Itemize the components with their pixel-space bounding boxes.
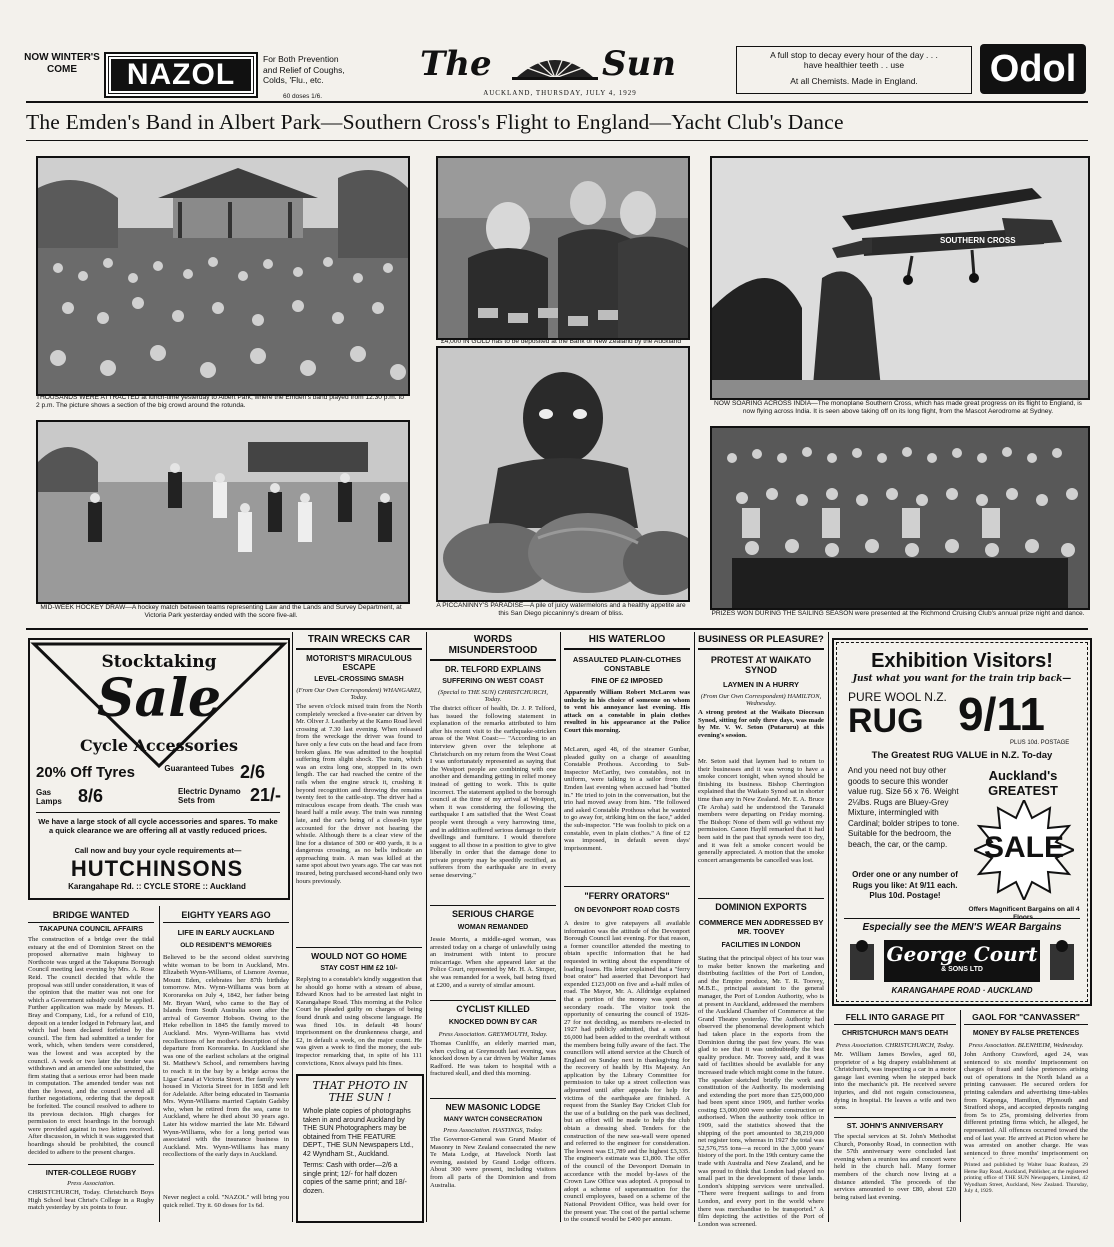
prizes-image xyxy=(712,428,1088,608)
dominion-subhead-1: COMMERCE MEN ADDRESSED BY MR. TOOVEY xyxy=(698,918,824,936)
nazol-copy: For Both Prevention and Relief of Coughs, Colds, 'Flu., etc. xyxy=(263,54,345,85)
serious-body: Jessie Morris, a middle-aged woman, was arrested today on a charge of unlawfully using an instrument with intent to procure miscarriage. When she appeared later at the Police Court, represented by Mr. H. A. Simper, she was remanded for a week, bail being fixed at £200, and a surety of similar amount. xyxy=(430,936,556,989)
plane-image xyxy=(712,158,1088,398)
business-subhead-2: LAYMEN IN A HURRY xyxy=(723,680,799,689)
eighty-subhead-2: OLD RESIDENT'S MEMORIES xyxy=(180,942,272,949)
garage-body: Mr. William James Bowles, aged 60, proprietor of a big drapery establishment at Christchurch, was inspecting a car in a motor garage last evening when he stepped back into the mechanic's pit. He received severe injuries, and did not regain consciousness, dying in hospital. He leaves a wife and two sons. xyxy=(834,1051,956,1112)
train-subhead-2: LEVEL-CROSSING SMASH xyxy=(314,676,404,683)
home-body: Replying to a constable's kindly suggestion that he should go home with a stream of abuse, Edward Knox had to be arrested last night in Karangahape Road. This morning at the Police Court he pleaded guilty on charges of being found drunk and using obscene language. He was fined 10s. in default 48 hours' imprisonment on the drunkenness charge, and £2, in default a week, on the major count. He was given a week to find the money, the sub-inspector remarking that, in spite of his 111 convictions, Knox always paid his fines. xyxy=(296,976,422,1067)
column-rule xyxy=(960,1010,961,1222)
gold-image xyxy=(438,158,688,338)
george-court-sons: & SONS LTD xyxy=(941,966,983,973)
hockey-image xyxy=(38,422,408,602)
headline-rule xyxy=(26,140,1088,141)
photo-hockey xyxy=(36,420,410,604)
page-headline: The Emden's Band in Albert Park—Southern Cross's Flight to England—Yacht Club's Dance xyxy=(26,110,844,134)
greatest-label: Auckland's GREATEST xyxy=(988,768,1058,798)
caption-gold: £4,000 IN GOLD has to be deposited at the Bank of New Zealand by the Auckland xyxy=(440,338,682,345)
train-body: The seven o'clock mixed train from the North completely wrecked a five-seater car driven by Mr. Oliver J. Leatherby at the Kamo Road level crossing at 7.30 last evening. When released from the wreckage the driver was found to have only a few cuts on the head and face from broken glass. He was admitted to the hospital suffering from slight shock. The train, which was an extra long one, stopped in its own length. The car had reached the centre of the rails when the engine struck it, crushing it beyond recognition and throwing the remains twenty feet to the cattle-stop. The driver had a miraculous escape from death. The crash was heard half a mile away. The train was running late, and the car's being of a closed-in type accounted for the driver not hearing the whistle. Although there is a clear view of the line for a distance of 300 or 400 yards, it is a dangerous crossing, as no bells indicate an approaching train. A man was killed at the same spot about two years ago. The car was not insured, being purchased second-hand only two hours previously. xyxy=(296,703,422,885)
hutchinsons-call: Call now and buy your cycle requirements at— xyxy=(74,846,242,855)
business-credit: (From Our Own Correspondent) HAMILTON, Wednesday. xyxy=(700,693,822,707)
gaol-body: John Anthony Crawford, aged 24, was sentenced to six months' imprisonment on charges of fraud and false pretences arising out of operations in the North Island as a printing canvasser. He secured orders for printing calendars and advertising time-tables from Kaponga, Hamilton, Plymouth and Stratford shops, and accepted deposits ranging from 5s to 25s, promising deliveries from different printing firms which, he alleged, he represented. All offences occurred toward the end of last year. He arrived at Picton where he was arrested on another charge. He was sentenced to three months' imprisonment on xyxy=(964,1051,1088,1157)
rugby-credit: Press Association. xyxy=(67,1180,115,1187)
serious-subhead: WOMAN REMANDED xyxy=(457,924,529,931)
home-headline: WOULD NOT GO HOME xyxy=(311,951,407,961)
rug-description: And you need not buy other goods to secure this wonder value rug. Size 56 x 76. Weight 2¼lbs. Rugs are Bluey-Grey Mixture, intermingled with Cardinal; bolder stripes to tone. Suitable for the bedroom, the beach, the car, or the camp. xyxy=(848,766,960,849)
odol-logo: Odol xyxy=(980,44,1086,94)
price-dynamo-label: Electric Dynamo Sets from xyxy=(178,787,241,805)
bridge-body: The construction of a bridge over the tidal estuary at the end of Dominion Street on the proposed alternative main highway to Northcote was urged at the Takapuna Borough Council meeting last evening by Mrs. A. Rose Reid. The council decided that while the proposal was still under consideration, it was of the opinion that the matter was not one for which a Government subsidy could be applied. Further application was made by Messrs. H. Bray and Company, Ltd., for a refund of £10, deposit on a tender lodged in February last, and which had been declared forfeited by the council. The firm had submitted a tender for work, which, when tenders were considered, was the lowest and was accepted by the council. A week or two later the tender was withdrawn and an amended one substituted, the firm stating that a serious error had been made in computation. The amended tender was not then the lowest, and the council severed all further negotiations, ordering that the deposit be forfeited. The council resolved to adhere to its previous decision. High charges for permission to erect hoardings in the borough were provided against in two letters received. After discussion, in which it was suggested that hoardings should be prohibited, the council decided to adhere to the present charges. xyxy=(28,936,154,1156)
waterloo-subhead-1: ASSAULTED PLAIN-CLOTHES CONSTABLE xyxy=(572,655,682,673)
column-rule xyxy=(560,632,561,1222)
article-gaol xyxy=(964,1012,1088,1206)
dominion-headline: DOMINION EXPORTS xyxy=(715,902,807,912)
odol-line2: have healthier teeth . . use xyxy=(803,60,905,70)
sale-starburst-text: SALE xyxy=(983,831,1064,864)
photo-piccaninny xyxy=(436,346,690,602)
stocktaking-title: Stocktaking xyxy=(101,652,217,672)
article-waterloo xyxy=(564,634,690,1228)
rug-order: Order one or any number of Rugs you like: At 9/11 each. Plus 10d. Postage! xyxy=(852,870,958,900)
words-credit: (Special to THE SUN) CHRISTCHURCH, Today. xyxy=(438,689,548,703)
dateline: AUCKLAND, THURSDAY, JULY 4, 1929 xyxy=(483,89,637,97)
business-lead: A strong protest at the Waikato Diocesan Synod, sitting for only three days, was made by Mr. V. W. Seton (Putaruru) at this evening's session. xyxy=(698,709,824,739)
waterloo-subhead-2: FINE OF £2 IMPOSED xyxy=(591,678,663,685)
george-court-brand: George Court xyxy=(886,942,1038,966)
article-train xyxy=(296,634,422,1086)
odol-ad xyxy=(736,46,972,94)
sale-title: Sale xyxy=(96,668,222,729)
masonic-headline: NEW MASONIC LODGE xyxy=(445,1102,541,1112)
bridge-subhead: TAKAPUNA COUNCIL AFFAIRS xyxy=(39,926,143,933)
band-crowd-image xyxy=(38,158,408,394)
hutchinsons-body: We have a large stock of all cycle accessories and spares. To make a quick clearance we are offering all at vastly reduced prices. xyxy=(38,817,278,835)
waterloo-body: McLaren, aged 48, of the steamer Gunbar, pleaded guilty on a charge of assaulting Constable Prothous. According to Sub-Inspector McCarthy, two constables, not in uniform, were talking to a sailor from the Emden last evening when accused had "butted in." He tried to join in the conversation, but the trio had moved away from him. "He followed and asked Constable Prothous what he wanted to go away for, striking him on the face," added the sub-inspector. "He was foolish to pick on a constable, even in plain clothes." A fine of £2 was imposed, in default seven days' imprisonment. xyxy=(564,746,690,852)
words-subhead-2: SUFFERING ON WEST COAST xyxy=(442,678,544,685)
caption-band: THOUSANDS WERE ATTRACTED at lunch-time yesterday to Albert Park, where the Emden's band played from 12.30 p.m. to 2 p.m. The picture shows a section of the big crowd around the rotunda. xyxy=(36,394,404,409)
article-bridge xyxy=(28,910,154,1229)
caption-piccaninny: A PICCANINNY'S PARADISE—A pile of juicy watermelons and a healthy appetite are this San Diego piccaninny's dream of bliss. xyxy=(436,602,686,617)
odol-line3: At all Chemists. Made in England. xyxy=(790,76,918,86)
photos-bottom-rule xyxy=(26,628,1088,630)
title-the: The xyxy=(420,44,492,84)
eighty-body: Believed to be the second oldest surviving white woman to be born in Auckland, Mrs. Elizabeth Wynn-Williams, of Lismore Avenue, Mount Eden, celebrates her 87th birthday tomorrow. Mrs. Wynn-Williams was born at Kororareka on July 4, 1842, her father being Mr. Bryan Ward, who came to the Bay of Islands from South Australia soon after the arrival of Governor Hobson. Owing to the Heke rebellion in 1845 the family moved to Auckland. Mrs. Wynn-Williams has vivid recollections of her mother's description of the departure from Kororareka. In Auckland she was one of the earliest scholars at the original St. Matthew's School, and remembers having to reach it in the bay by a bridge across the Ligar Canal at Victoria Street. Her family were housed in Victoria Street for in 1858 and left for Adelaide. After being educated in Tasmania Mrs. Wynn-Williams married Captain Gadsby who, when he retired from the sea, came to Auckland, where he died about 30 years ago. Later his widow married the late Mr. Edward Wynn-Williams, who for a long period was associated with the insurance business in Auckland. Mrs. Wynn-Williams has many recollections of the early days in Auckland. xyxy=(163,954,289,1159)
column-rule xyxy=(828,632,829,1222)
bridge-headline: BRIDGE WANTED xyxy=(28,910,154,923)
column-rule xyxy=(426,632,427,1222)
photo-notice-title: THAT PHOTO IN THE SUN ! xyxy=(312,1079,408,1104)
words-headline: WORDS MISUNDERSTOOD xyxy=(430,634,556,661)
column-rule xyxy=(292,632,293,1222)
price-lamps-label: Gas Lamps xyxy=(36,788,62,806)
caption-plane: NOW SOARING ACROSS INDIA—The monoplane Southern Cross, which has made great progress on its flight to England, is now flying across India. It is seen above taking off on its long flight, from the Mascot Aerodrome at Sydney. xyxy=(714,400,1082,415)
piccaninny-image xyxy=(438,348,688,600)
price-dynamo: 21/- xyxy=(250,785,282,805)
price-tubes: 2/6 xyxy=(240,762,266,782)
photo-band-crowd xyxy=(36,156,410,396)
odol-line1: A full stop to decay every hour of the day . . . xyxy=(770,50,938,60)
exhibition-tag: Just what you want for the train trip back— xyxy=(852,674,1072,684)
rugby-body: CHRISTCHURCH, Today. Christchurch Boys High School beat Christ's College in a Rugby match yesterday by six points to four. xyxy=(28,1189,154,1212)
article-words xyxy=(430,634,556,1198)
article-business xyxy=(698,634,824,1247)
cyclist-headline: CYCLIST KILLED xyxy=(456,1004,530,1014)
gaol-credit: Press Association. BLENHEIM, Wednesday. xyxy=(968,1042,1084,1049)
article-eighty-years xyxy=(163,910,289,1214)
column-rule xyxy=(694,632,695,1222)
imprint: Printed and published by Walter Isaac Rushton, 29 Herne Bay Road, Auckland, Publisher, at the registered printing office of THE SUN Newspapers, Limited, 42 Wyndham Street, Auckland, New Zealand. Thursday, July 4, 1929. xyxy=(964,1162,1088,1195)
hutchinsons-name: HUTCHINSONS xyxy=(70,856,244,881)
cyclist-body: Thomas Cunliffe, an elderly married man, when cycling at Greymouth last evening, was knocked down by a car driven by Walter James Radford. He was taken to hospital with a fractured skull, and died this morning. xyxy=(430,1040,556,1078)
words-subhead-1: DR. TELFORD EXPLAINS xyxy=(444,665,541,674)
orators-headline: "FERRY ORATORS" xyxy=(584,891,670,901)
rug-word: RUG xyxy=(848,702,924,740)
rug-line: PURE WOOL N.Z. xyxy=(848,690,947,704)
dominion-body: Stating that the principal object of his tour was to make better known the marketing and distributing facilities of the Port of London, and the Empire produce, Mr. T. R. Toovey, M.B.E., principal assistant to the general manager, the Port of London Authority, who is at present in Auckland, addressed the members of the Auckland Chamber of Commerce at the Grand Theatre yesterday. The Authority had observed the phenomenal development which had taken place in the exports from the Dominion during the past few years. He was glad to see that it was undoubtedly the best quality produce. Mr. Toovey said, and it was said of facilities should be available for any increased trade which might come in the future. The speaker sketched briefly the work and constitution of the Authority. Its modernising and extending the port more than £25,000,000 had been spent since 1909, and further works costing £3,000,000 were under construction or authorised. When the authority took office in 1909, said the statistics showed that the shipping of the port amounted to 38,219,000 net register tons, whereas in 1927 the total was 52,576,755 tons—a record in the 3,000 years' history of the port. In the 19th century came the trade with Australia and New Zealand, and he was proud to think that London had played no small part in the development of these lands. London's shipping services were unrivalled. "There were frequent sailings to and from London, and every port in the world where there was merchandise to be transported." A film depicting the activities of the Port of London was screened. xyxy=(698,955,824,1228)
waterloo-headline: HIS WATERLOO xyxy=(564,634,690,650)
exhibition-title: Exhibition Visitors! xyxy=(871,650,1053,672)
garage-subhead: CHRISTCHURCH MAN'S DEATH xyxy=(841,1030,949,1037)
train-headline: TRAIN WRECKS CAR xyxy=(296,634,422,650)
cyclist-subhead: KNOCKED DOWN BY CAR xyxy=(448,1019,538,1026)
train-credit: (From Our Own Correspondent) WHANGAREI, Today. xyxy=(296,687,422,701)
sun-emblem-icon xyxy=(512,48,598,82)
price-lamps: 8/6 xyxy=(78,786,104,806)
plane-fuselage-label: SOUTHERN CROSS xyxy=(940,236,1016,245)
rug-value: The Greatest RUG VALUE in N.Z. To-day xyxy=(871,750,1053,761)
garage-credit: Press Association. CHRISTCHURCH, Today. xyxy=(835,1042,955,1049)
business-body: Mr. Seton said that laymen had to return to their businesses and it was wrong to have a smoke concert tonight, when synod should be finishing its business. Bishop Cherrington explained that the Waikato Synod sat in shorter time than any in New Zealand. Mr. E. A. Bruce (Te Aroha) said he understood the Taranaki members were departing on Friday morning. The Bishop: None of them will go without my permission. Canon Haylil remarked that it had been said in the past that synods were too dry, and it was felt a smoke concert would be generally appreciated. A motion that the smoke concert arrangements be cancelled was lost. xyxy=(698,758,824,864)
business-headline: BUSINESS OR PLEASURE? xyxy=(698,634,824,650)
nazol-logo-box xyxy=(104,52,258,98)
train-subhead-1: MOTORIST'S MIRACULOUS ESCAPE xyxy=(306,654,412,672)
rug-postage: PLUS 10d. POSTAGE xyxy=(1010,740,1070,746)
stjohns-headline: ST. JOHN'S ANNIVERSARY xyxy=(846,1121,944,1130)
photo-gold xyxy=(436,156,690,340)
gaol-subhead: MONEY BY FALSE PRETENCES xyxy=(972,1030,1080,1037)
nazol-tagline: NOW WINTER'S COME xyxy=(24,52,100,75)
title-sun: Sun xyxy=(602,44,676,84)
masonic-subhead: MANY WATCH CONSECRATION xyxy=(443,1116,543,1123)
hutchinsons-ad xyxy=(28,638,290,900)
gaol-headline: GAOL FOR "CANVASSER" xyxy=(964,1012,1088,1025)
article-garage xyxy=(834,1012,956,1201)
mens-wear-note: Especially see the MEN'S WEAR Bargains xyxy=(862,922,1062,933)
dominion-subhead-2: FACILITIES IN LONDON xyxy=(721,942,801,949)
photo-notice-body: Whole plate copies of photographs taken in and around Auckland by THE SUN Photographers may be obtained from THE FEATURE DEPT., THE SUN Newspapers Ltd., 42 Wyndham St., Auckland. xyxy=(303,1108,414,1158)
rugby-headline: INTER-COLLEGE RUGBY xyxy=(45,1168,137,1177)
orators-subhead: ON DEVONPORT ROAD COSTS xyxy=(574,907,680,914)
masthead-title xyxy=(420,44,700,88)
stjohns-body: The special services at St. John's Methodist Church, Ponsonby Road, in connection with the 57th anniversary were concluded last evening when a reunion tea and concert were held in the church hall. Many former members of the church now living at a distance attended. The proceeds of the services amounted to over £80, about £20 being raised last evening. xyxy=(834,1133,956,1201)
photo-notice-terms: Terms: Cash with order—2/6 a single print; 12/- for half dozen copies of the same print; and 18/- dozen. xyxy=(303,1162,407,1195)
price-tubes-label: Guaranteed Tubes xyxy=(164,764,234,773)
photo-prizes xyxy=(710,426,1090,610)
ad-divider xyxy=(36,812,280,813)
business-subhead-1: PROTEST AT WAIKATO SYNOD xyxy=(710,655,812,675)
caption-prizes: PRIZES WON DURING THE SAILING SEASON were presented at the Richmond Cruising Club's annual prize night and dance. xyxy=(711,610,1085,617)
eighty-subhead-1: LIFE IN EARLY AUCKLAND xyxy=(177,928,275,937)
photo-notice-ad xyxy=(296,1074,424,1223)
eighty-headline: EIGHTY YEARS AGO xyxy=(163,910,289,923)
nazol-price: 60 doses 1/6. xyxy=(283,93,323,100)
masonic-body: The Governor-General was Grand Master of Masonry in New Zealand consecrated the new Te Mata Lodge, at Havelock North last evening, assisted by Grand Lodge officers. About 300 were present, including visitors from all parts of the Dominion and from Australia. xyxy=(430,1136,556,1189)
waterloo-lead: Apparently William Robert McLaren was unlucky in his choice of someone on whom to vent his annoyance last evening. His attack on a constable in plain clothes resulted in his appearance at the Police Court this morning. xyxy=(564,689,690,734)
masthead-rule xyxy=(26,101,1088,103)
floors-offer: Offers Magnificent Bargains on all 4 xyxy=(968,906,1080,913)
price-tyres: 20% Off Tyres xyxy=(36,764,135,781)
masonic-credit: Press Association. HASTINGS, Today. xyxy=(443,1127,543,1134)
ad-divider xyxy=(844,918,1080,919)
caption-hockey: MID-WEEK HOCKEY DRAW—A hockey match between teams representing Law and the Lands and Survey Department, at Victoria Park yesterday ended with the score five-all. xyxy=(40,604,402,619)
orators-body: A desire to give ratepayers all available information was the attitude of the Devonport Borough Council last evening. For that reason, a former councillor attended the meeting to obtain specific information that he had requested in writing about the expenditure of loading loans. His letter explained that a "ferry boat orator" had asserted that Devonport had expended £123,000 on five and a-half miles of road. The Mayor, Mr. A. Alldridge explained that a portion of the money was spent on secondary roads. The visitor took the opportunity of censuring the council of 1926-27 for not deciding, as members re-elected in 1927 had publicly admitted, that a sum of £6,000 had been added to the overdraft without the members being fully aware of the fact. The councillors will attend service at the Church of England on Sunday next in thanksgiving for the recovery of health by His Majesty. An application by the Library Committee for permission to take up a street collection was adjourned until after appeals for help for victims of the earthquake are finished. A request from the Stanley Bay Cricket Club for the use of a building on the park was declined, but an effort will be made to help the club obtain a dressing shed. Tenders for the construction of the new sea-wall were opened and referred to the engineer for consideration. The lowest was £1,789 and the highest £3,335. The engineer's estimate was £1,800. The offer of the council of the Devonport Domain in accordance with the model by-laws of the Crown Law Office was adopted. A proposal to adopt a scheme of superannuation for the council employees, based on a scheme of the National Provident Office, was held over for the present year. The cost of the partial scheme to the council would be £400 per annum. xyxy=(564,920,690,1224)
hutchinsons-address: Karangahape Rd. :: CYCLE STORE :: Auckland xyxy=(68,882,246,891)
rug-price: 9/11 xyxy=(958,688,1045,740)
nazol-logo: NAZOL xyxy=(109,57,253,93)
column-rule xyxy=(159,906,160,1222)
nazol-note: Never neglect a cold. "NAZOL" will bring you quick relief. Try it. 60 doses for 1s 6d. xyxy=(163,1194,289,1209)
garage-headline: FELL INTO GARAGE PIT xyxy=(834,1012,956,1025)
home-subhead: STAY COST HIM £2 10/- xyxy=(320,965,398,972)
george-court-address: KARANGAHAPE ROAD · AUCKLAND xyxy=(891,986,1033,995)
cycle-accessories-title: Cycle Accessories xyxy=(79,736,239,755)
george-court-ad xyxy=(832,638,1092,1006)
words-body: The district officer of health, Dr. J. P. Telford, has issued the following statement in explanation of the remarks attributed to him after his recent visit to the earthquake-stricken areas of the West Coast:— "According to an interview given over the telephone at Christchurch on my return from the West Coast I was unfortunately represented as saying that the Westport people are combining with one another and demanding getting in relief money instead of getting to work. This is quite incorrect. The statement applied to the borough council at the time of my arrival at Westport, when it was considering the following the earthquake I am satisfied that the West Coast people went through a very harrowing time, and in addition suffered serious damage to their dwellings and furniture. I would therefore suggest to all those in a position to give to give liberally in order that the damage done to private property may be speedily rectified, as sufferers from the earthquake are in every sense deserving." xyxy=(430,705,556,880)
serious-headline: SERIOUS CHARGE xyxy=(451,909,534,919)
photo-plane xyxy=(710,156,1090,400)
cyclist-credit: Press Association. GREYMOUTH, Today. xyxy=(438,1031,548,1038)
